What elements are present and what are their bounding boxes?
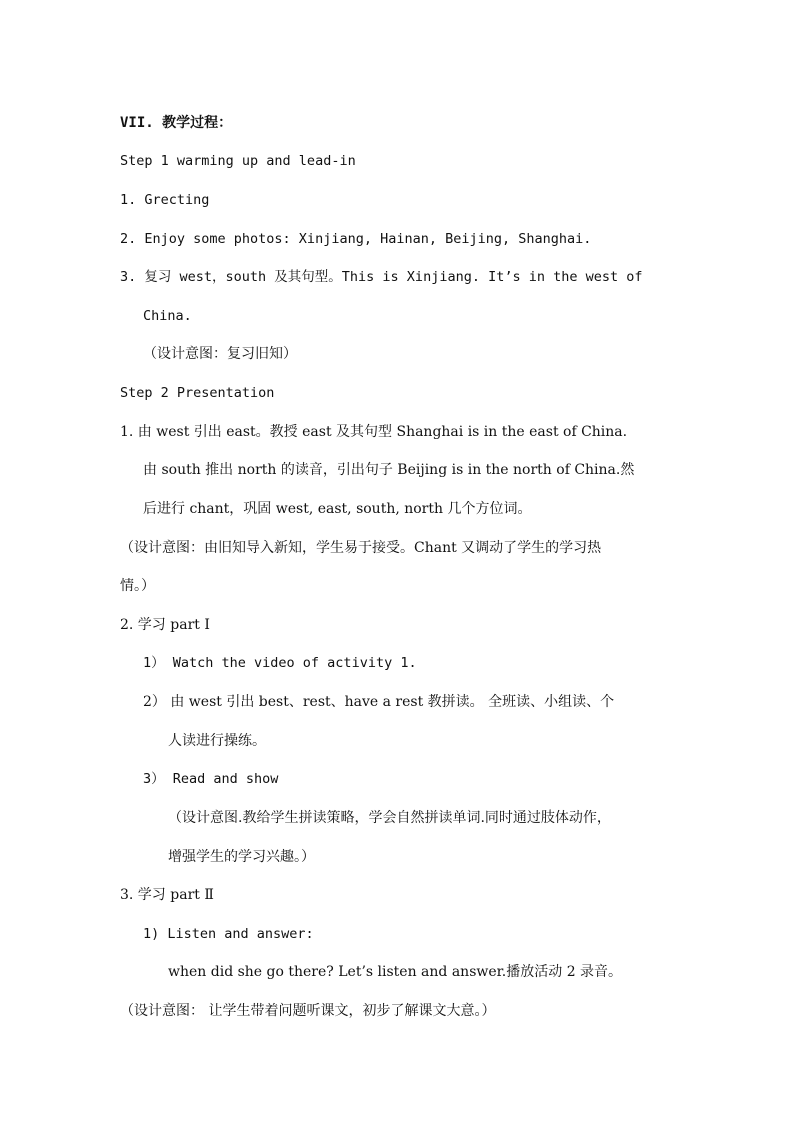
step2-item-2-intent-line2: 增强学生的学习兴趣。）: [168, 849, 315, 865]
step2-title: Step 2 Presentation: [120, 385, 275, 401]
step2-item-2-sub-1: 1） Watch the video of activity 1.: [143, 655, 417, 671]
step2-item-2-sub-3: 3） Read and show: [143, 771, 279, 787]
step2-item-3-question: when did she go there? Let’s listen and answer.播放活动 2 录音。: [168, 964, 623, 980]
step2-item-3-intent: （设计意图： 让学生带着问题听课文，初步了解课文大意。）: [120, 1003, 496, 1019]
step1-title: Step 1 warming up and lead-in: [120, 153, 356, 169]
step1-item-2: 2. Enjoy some photos: Xinjiang, Hainan, Beijing, Shanghai.: [120, 231, 592, 247]
step2-item-1-line1: 1. 由 west 引出 east。教授 east 及其句型 Shanghai is in the east of China.: [120, 424, 628, 440]
section-heading: VII. 教学过程：: [120, 115, 233, 131]
step1-item-1: 1. Grecting: [120, 192, 210, 208]
step2-item-2-intent-line1: （设计意图.教给学生拼读策略，学会自然拼读单词.同时通过肢体动作，: [168, 810, 611, 826]
step2-item-1-line3: 后进行 chant，巩固 west, east, south, north 几个方位词。: [143, 501, 532, 517]
step2-item-1-line2: 由 south 推出 north 的读音，引出句子 Beijing is in the north of China.然: [143, 462, 635, 478]
step2-design-intent-line1: （设计意图：由旧知导入新知，学生易于接受。Chant 又调动了学生的学习热: [120, 540, 602, 556]
step1-item-3-line2: China.: [143, 308, 192, 324]
step2-item-2-sub-2-line1: 2） 由 west 引出 best、rest、have a rest 教拼读。 全班读、小组读、个: [143, 694, 615, 710]
step1-design-intent: （设计意图：复习旧知）: [143, 346, 297, 362]
step1-item-3-line1: 3. 复习 west，south 及其句型。This is Xinjiang. It’s in the west of: [120, 269, 643, 285]
step2-item-2-sub-2-line2: 人读进行操练。: [168, 733, 266, 749]
step2-design-intent-line2: 情。）: [120, 578, 155, 594]
step2-item-3: 3. 学习 part Ⅱ: [120, 887, 214, 903]
step2-item-2: 2. 学习 part Ⅰ: [120, 617, 210, 633]
step2-item-3-sub-1: 1) Listen and answer:: [143, 926, 314, 942]
